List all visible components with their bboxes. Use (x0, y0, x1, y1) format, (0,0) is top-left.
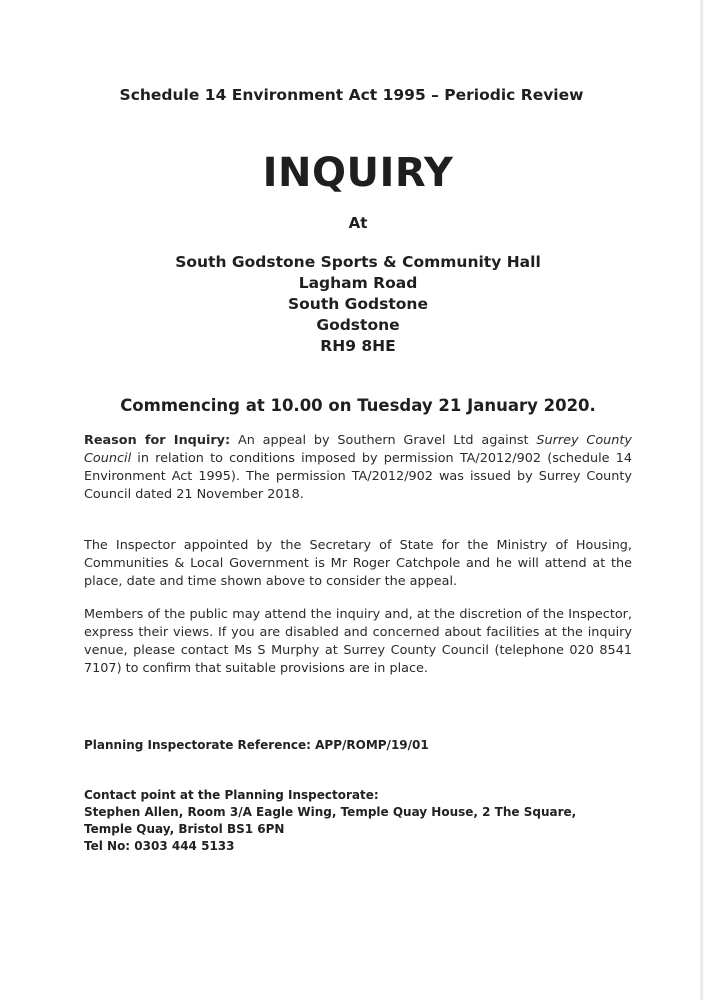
venue-address (0, 252, 703, 357)
venue-line: South Godstone (288, 295, 428, 313)
contact-heading: Contact point at the Planning Inspectorate: (84, 788, 379, 802)
reason-text-end: in relation to conditions imposed by permission TA/2012/902 (schedule 14 Environment Act 1995). The permission TA/2012/902 was issued by Surrey County Council dated 21 November 2018. (84, 451, 632, 502)
planning-reference: Planning Inspectorate Reference: APP/ROMP/19/01 (84, 738, 429, 752)
contact-block (84, 787, 644, 855)
schedule-heading: Schedule 14 Environment Act 1995 – Periodic Review (119, 86, 584, 104)
reason-label: Reason for Inquiry: (84, 433, 231, 448)
commencing-date: Commencing at 10.00 on Tuesday 21 January 2020. (120, 396, 596, 415)
at-label: At (348, 214, 368, 232)
reason-text-italic: Surrey County Council (84, 433, 632, 466)
reason-text-start: An appeal by Southern Gravel Ltd against (230, 433, 537, 448)
reason-paragraph (84, 432, 632, 504)
contact-line: Temple Quay, Bristol BS1 6PN (84, 822, 285, 836)
contact-line: Stephen Allen, Room 3/A Eagle Wing, Temple Quay House, 2 The Square, (84, 805, 577, 819)
venue-line: Godstone (316, 316, 400, 334)
venue-line: South Godstone Sports & Community Hall (175, 253, 541, 271)
contact-line: Tel No: 0303 444 5133 (84, 839, 235, 853)
public-paragraph: Members of the public may attend the inquiry and, at the discretion of the Inspector, express their views. If you are disabled and concerned about facilities at the inquiry venue, please contact Ms S Murphy at Surrey County Council (telephone 020 8541 7107) to confirm that suitable provisions are in place. (84, 607, 632, 676)
venue-line: RH9 8HE (320, 337, 396, 355)
inquiry-title: INQUIRY (262, 150, 454, 196)
venue-line: Lagham Road (298, 274, 418, 292)
inspector-paragraph: The Inspector appointed by the Secretary of State for the Ministry of Housing, Communities & Local Government is Mr Roger Catchpole and he will attend at the place, date and time shown above to consider the appeal. (84, 538, 632, 589)
